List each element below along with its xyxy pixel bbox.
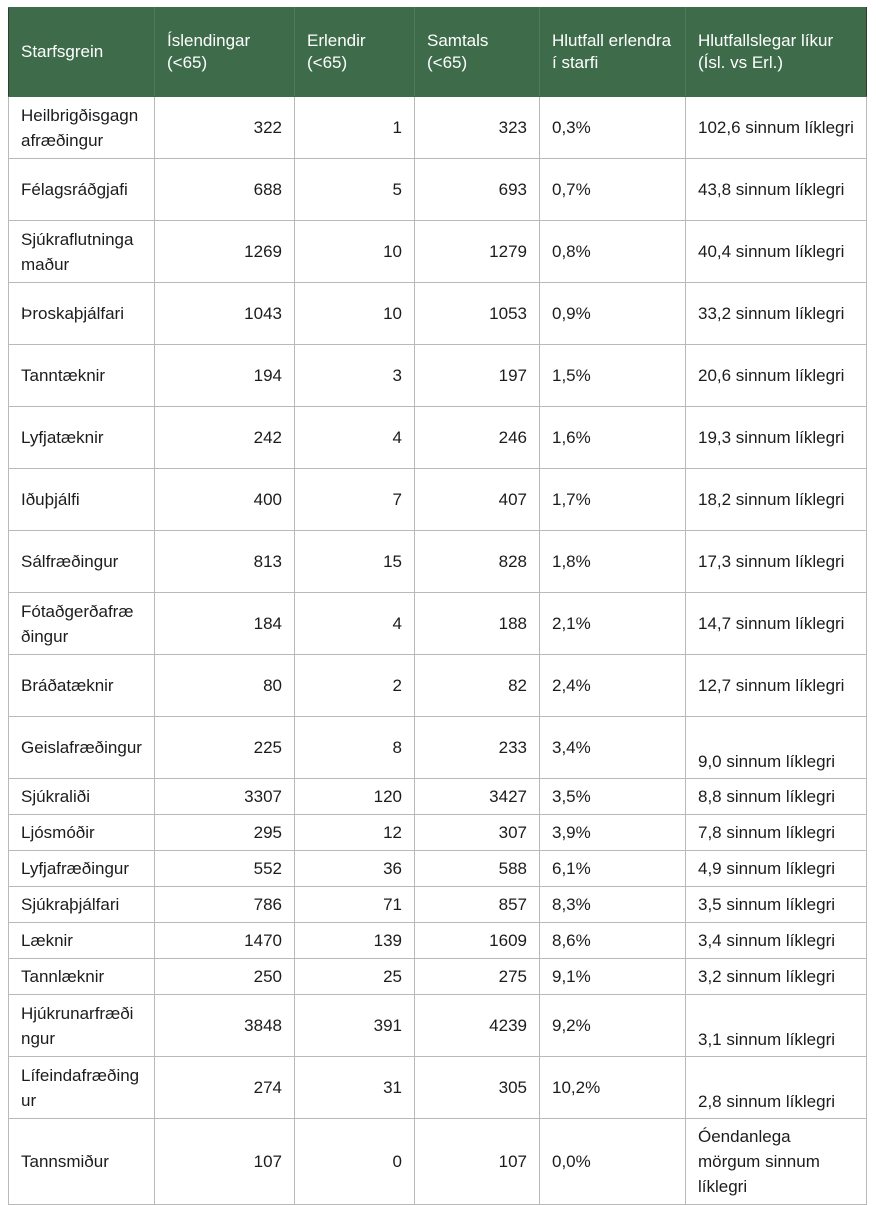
table-row: [9, 345, 867, 407]
cell-profession: Lífeindafræðingur: [9, 1057, 155, 1119]
cell-total: 323: [415, 97, 540, 159]
cell-icelanders: 688: [155, 159, 295, 221]
cell-share: 0,3%: [540, 97, 686, 159]
cell-icelanders: 107: [155, 1119, 295, 1205]
cell-profession: Læknir: [9, 923, 155, 959]
table-row: [9, 283, 867, 345]
table-row: [9, 815, 867, 851]
cell-share: 0,7%: [540, 159, 686, 221]
cell-share: 3,4%: [540, 717, 686, 779]
cell-ratio: Óendanlega mörgum sinnum líklegri: [686, 1119, 867, 1205]
table-row: [9, 221, 867, 283]
cell-foreigners: 120: [295, 779, 415, 815]
cell-icelanders: 1043: [155, 283, 295, 345]
cell-icelanders: 400: [155, 469, 295, 531]
table-row: [9, 469, 867, 531]
header-total: Samtals (<65): [415, 8, 540, 97]
table-row: [9, 1119, 867, 1205]
cell-profession: Hjúkrunarfræðingur: [9, 995, 155, 1057]
cell-foreigners: 10: [295, 221, 415, 283]
cell-profession: Sjúkraflutningamaður: [9, 221, 155, 283]
cell-total: 588: [415, 851, 540, 887]
cell-icelanders: 225: [155, 717, 295, 779]
table-row: [9, 959, 867, 995]
cell-icelanders: 1269: [155, 221, 295, 283]
cell-total: 1053: [415, 283, 540, 345]
cell-share: 9,2%: [540, 995, 686, 1057]
table-header: [9, 8, 867, 97]
table-row: [9, 995, 867, 1057]
cell-share: 0,8%: [540, 221, 686, 283]
cell-profession: Tanntæknir: [9, 345, 155, 407]
header-profession: Starfsgrein: [9, 8, 155, 97]
cell-ratio: 8,8 sinnum líklegri: [686, 779, 867, 815]
cell-foreigners: 4: [295, 593, 415, 655]
table-row: [9, 531, 867, 593]
table-row: [9, 1057, 867, 1119]
cell-share: 6,1%: [540, 851, 686, 887]
cell-share: 2,4%: [540, 655, 686, 717]
cell-foreigners: 4: [295, 407, 415, 469]
header-foreigners: Erlendir (<65): [295, 8, 415, 97]
cell-total: 407: [415, 469, 540, 531]
cell-icelanders: 184: [155, 593, 295, 655]
cell-profession: Bráðatæknir: [9, 655, 155, 717]
cell-ratio: 33,2 sinnum líklegri: [686, 283, 867, 345]
cell-icelanders: 813: [155, 531, 295, 593]
cell-share: 10,2%: [540, 1057, 686, 1119]
cell-ratio: 102,6 sinnum líklegri: [686, 97, 867, 159]
cell-foreigners: 36: [295, 851, 415, 887]
cell-foreigners: 31: [295, 1057, 415, 1119]
cell-foreigners: 139: [295, 923, 415, 959]
cell-total: 275: [415, 959, 540, 995]
cell-ratio: 3,4 sinnum líklegri: [686, 923, 867, 959]
cell-ratio: 18,2 sinnum líklegri: [686, 469, 867, 531]
cell-total: 307: [415, 815, 540, 851]
table-row: [9, 97, 867, 159]
cell-ratio: 3,2 sinnum líklegri: [686, 959, 867, 995]
table-row: [9, 717, 867, 779]
cell-share: 1,8%: [540, 531, 686, 593]
cell-foreigners: 5: [295, 159, 415, 221]
cell-share: 8,3%: [540, 887, 686, 923]
cell-share: 1,7%: [540, 469, 686, 531]
cell-ratio: 2,8 sinnum líklegri: [686, 1057, 867, 1119]
cell-profession: Félagsráðgjafi: [9, 159, 155, 221]
cell-foreigners: 7: [295, 469, 415, 531]
cell-total: 4239: [415, 995, 540, 1057]
cell-profession: Ljósmóðir: [9, 815, 155, 851]
cell-profession: Heilbrigðisgagnafræðingur: [9, 97, 155, 159]
table-row: [9, 593, 867, 655]
table-body: [9, 97, 867, 1205]
header-relative-likelihood: Hlutfallslegar líkur (Ísl. vs Erl.): [686, 8, 867, 97]
cell-total: 246: [415, 407, 540, 469]
cell-total: 305: [415, 1057, 540, 1119]
cell-icelanders: 3307: [155, 779, 295, 815]
cell-profession: Lyfjatæknir: [9, 407, 155, 469]
cell-profession: Iðuþjálfi: [9, 469, 155, 531]
cell-profession: Sjúkraþjálfari: [9, 887, 155, 923]
cell-ratio: 20,6 sinnum líklegri: [686, 345, 867, 407]
header-foreign-share: Hlutfall erlendra í starfi: [540, 8, 686, 97]
cell-ratio: 19,3 sinnum líklegri: [686, 407, 867, 469]
cell-ratio: 9,0 sinnum líklegri: [686, 717, 867, 779]
cell-share: 2,1%: [540, 593, 686, 655]
cell-profession: Geislafræðingur: [9, 717, 155, 779]
header-row: [9, 8, 867, 97]
cell-ratio: 3,1 sinnum líklegri: [686, 995, 867, 1057]
table-row: [9, 655, 867, 717]
cell-total: 857: [415, 887, 540, 923]
cell-profession: Fótaðgerðafræðingur: [9, 593, 155, 655]
cell-profession: Sálfræðingur: [9, 531, 155, 593]
cell-profession: Lyfjafræðingur: [9, 851, 155, 887]
cell-share: 9,1%: [540, 959, 686, 995]
cell-total: 197: [415, 345, 540, 407]
cell-icelanders: 274: [155, 1057, 295, 1119]
cell-foreigners: 391: [295, 995, 415, 1057]
cell-ratio: 3,5 sinnum líklegri: [686, 887, 867, 923]
table-row: [9, 851, 867, 887]
table-row: [9, 407, 867, 469]
cell-ratio: 40,4 sinnum líklegri: [686, 221, 867, 283]
cell-icelanders: 242: [155, 407, 295, 469]
cell-foreigners: 15: [295, 531, 415, 593]
cell-total: 1609: [415, 923, 540, 959]
cell-icelanders: 322: [155, 97, 295, 159]
cell-icelanders: 1470: [155, 923, 295, 959]
cell-profession: Þroskaþjálfari: [9, 283, 155, 345]
cell-share: 3,5%: [540, 779, 686, 815]
cell-ratio: 12,7 sinnum líklegri: [686, 655, 867, 717]
cell-icelanders: 194: [155, 345, 295, 407]
cell-foreigners: 2: [295, 655, 415, 717]
cell-foreigners: 10: [295, 283, 415, 345]
cell-total: 1279: [415, 221, 540, 283]
cell-icelanders: 552: [155, 851, 295, 887]
cell-foreigners: 71: [295, 887, 415, 923]
cell-total: 828: [415, 531, 540, 593]
cell-foreigners: 1: [295, 97, 415, 159]
cell-profession: Tannsmiður: [9, 1119, 155, 1205]
table-row: [9, 923, 867, 959]
cell-ratio: 7,8 sinnum líklegri: [686, 815, 867, 851]
cell-ratio: 14,7 sinnum líklegri: [686, 593, 867, 655]
cell-profession: Tannlæknir: [9, 959, 155, 995]
header-icelanders: Íslendingar (<65): [155, 8, 295, 97]
cell-total: 693: [415, 159, 540, 221]
cell-share: 1,5%: [540, 345, 686, 407]
cell-total: 188: [415, 593, 540, 655]
cell-ratio: 17,3 sinnum líklegri: [686, 531, 867, 593]
cell-share: 1,6%: [540, 407, 686, 469]
cell-icelanders: 3848: [155, 995, 295, 1057]
cell-icelanders: 786: [155, 887, 295, 923]
cell-icelanders: 80: [155, 655, 295, 717]
cell-ratio: 4,9 sinnum líklegri: [686, 851, 867, 887]
cell-total: 233: [415, 717, 540, 779]
cell-foreigners: 8: [295, 717, 415, 779]
cell-total: 107: [415, 1119, 540, 1205]
cell-share: 8,6%: [540, 923, 686, 959]
occupation-table: [8, 7, 867, 1205]
cell-profession: Sjúkraliði: [9, 779, 155, 815]
cell-share: 0,0%: [540, 1119, 686, 1205]
cell-total: 82: [415, 655, 540, 717]
cell-share: 3,9%: [540, 815, 686, 851]
cell-ratio: 43,8 sinnum líklegri: [686, 159, 867, 221]
table-row: [9, 779, 867, 815]
cell-total: 3427: [415, 779, 540, 815]
table-row: [9, 159, 867, 221]
cell-share: 0,9%: [540, 283, 686, 345]
cell-foreigners: 3: [295, 345, 415, 407]
table-row: [9, 887, 867, 923]
cell-icelanders: 250: [155, 959, 295, 995]
cell-foreigners: 0: [295, 1119, 415, 1205]
cell-foreigners: 25: [295, 959, 415, 995]
cell-foreigners: 12: [295, 815, 415, 851]
cell-icelanders: 295: [155, 815, 295, 851]
